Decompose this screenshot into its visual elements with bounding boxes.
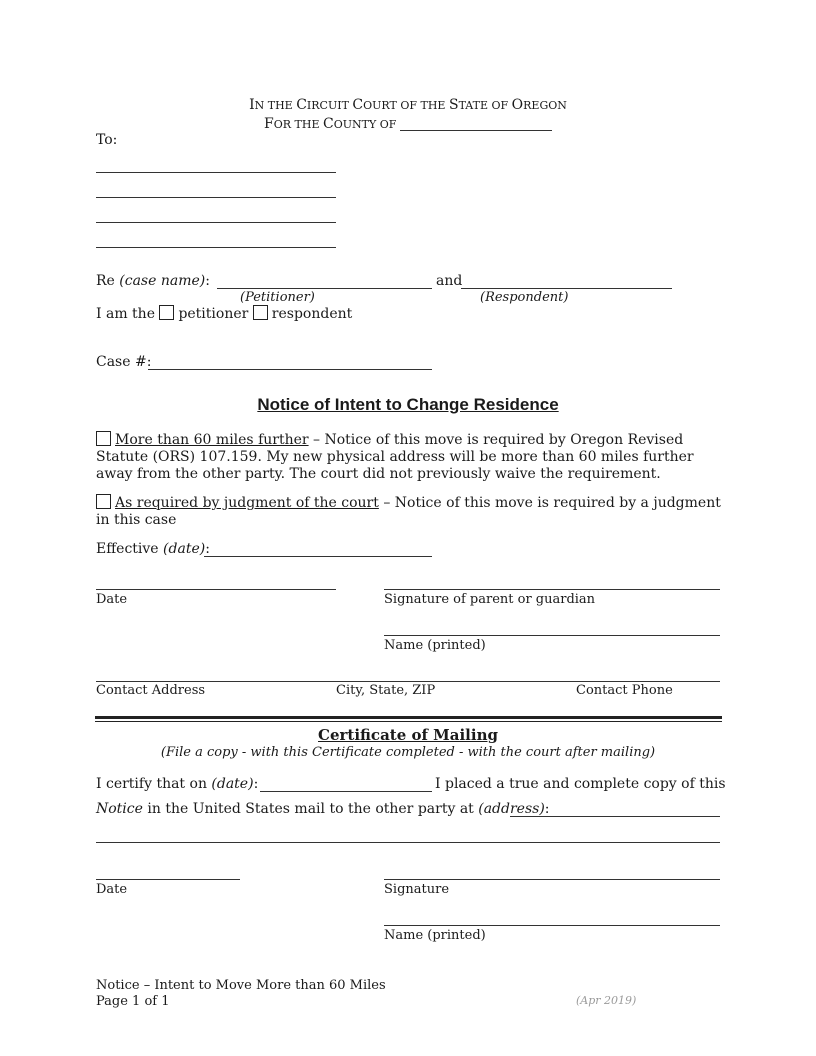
court-heading-cap: S [448, 97, 459, 113]
court-heading-cap: C [296, 97, 307, 113]
re-label [96, 273, 210, 289]
certificate-subtitle: (File a copy - with this Certificate completed - with the court after mailing) [160, 745, 656, 760]
date-caption: Date [96, 592, 128, 607]
page-title: Notice of Intent to Change Residence [257, 395, 559, 414]
court-heading-cap: O [511, 97, 524, 113]
footer-page-number: Page 1 of 1 [96, 994, 170, 1009]
certificate-title: Certificate of Mailing [318, 726, 498, 744]
certificate-printed-name-caption: Name (printed) [384, 928, 486, 943]
effective-date-field[interactable] [204, 556, 432, 557]
certify-line-2 [96, 801, 550, 817]
county-heading-cap: C [322, 116, 334, 132]
respondent-checkbox[interactable] [253, 305, 268, 320]
court-heading-sc: N THE [254, 99, 297, 112]
contact-address-caption: Contact Address [96, 683, 206, 698]
parent-signature-field[interactable] [384, 589, 720, 590]
re-label-colon: : [205, 273, 210, 289]
certificate-date-field[interactable] [96, 879, 240, 880]
respondent-label: respondent [271, 306, 353, 322]
option-judgment-text: – Notice of this move is required by a judgment in this case [96, 495, 721, 528]
option-judgment-checkbox[interactable] [96, 494, 111, 509]
to-address-line-2[interactable] [96, 197, 336, 198]
mailing-address-field[interactable] [510, 816, 720, 817]
petitioner-caption: (Petitioner) [240, 290, 315, 305]
effective-label-text: Effective [96, 541, 159, 557]
mailing-address-field-2[interactable] [96, 842, 720, 843]
option-judgment-of-court [96, 494, 726, 529]
section-divider [95, 716, 722, 719]
role-line [96, 305, 352, 322]
certify-text-mail: in the United States mail to the other party at [142, 801, 479, 817]
effective-label-italic: (date) [163, 541, 206, 557]
court-heading-sc: OURT OF THE [363, 99, 449, 112]
certify-text-a: I certify that on [96, 776, 212, 792]
court-heading-cap: I [249, 97, 255, 113]
contact-phone-caption: Contact Phone [576, 683, 673, 698]
court-heading-sc: TATE OF [458, 99, 512, 112]
certify-address-label: (address) [478, 801, 545, 817]
footer-form-name: Notice – Intent to Move More than 60 Miles [96, 978, 386, 993]
and-label: and [436, 273, 463, 289]
petitioner-name-field[interactable] [217, 288, 432, 289]
footer-revision: (Apr 2019) [576, 994, 637, 1007]
certificate-signature-caption: Signature [384, 882, 450, 897]
court-heading-sc: IRCUIT [306, 99, 353, 112]
effective-label-colon: : [205, 541, 210, 557]
certificate-date-caption: Date [96, 882, 128, 897]
parent-signature-caption: Signature of parent or guardian [384, 592, 596, 607]
case-number-label: Case #: [96, 354, 152, 370]
to-address-line-4[interactable] [96, 247, 336, 248]
petitioner-label: petitioner [178, 306, 249, 322]
respondent-name-field[interactable] [461, 288, 672, 289]
case-number-field[interactable] [148, 369, 432, 370]
county-heading-sc: OR THE [273, 118, 323, 131]
certify-text-c: I placed a true and complete copy of this [435, 776, 726, 792]
court-heading [0, 97, 816, 113]
court-heading-sc: REGON [523, 99, 567, 112]
re-label-text: Re [96, 273, 115, 289]
certificate-printed-name-field[interactable] [384, 925, 720, 926]
option-more-than-60-miles [96, 431, 726, 483]
certify-line-1 [96, 776, 258, 792]
date-field[interactable] [96, 589, 336, 590]
printed-name-caption: Name (printed) [384, 638, 486, 653]
county-heading-cap: F [264, 116, 274, 132]
certify-notice-word: Notice [96, 801, 143, 817]
role-prefix: I am the [96, 306, 155, 322]
option-60-miles-heading: More than 60 miles further [115, 432, 309, 448]
mailing-date-field[interactable] [260, 791, 432, 792]
county-field[interactable] [400, 130, 552, 131]
effective-date-label [96, 541, 210, 557]
city-state-zip-caption: City, State, ZIP [336, 683, 436, 698]
section-divider-thin [95, 721, 722, 722]
printed-name-field[interactable] [384, 635, 720, 636]
petitioner-checkbox[interactable] [159, 305, 174, 320]
option-60-miles-checkbox[interactable] [96, 431, 111, 446]
to-address-line-1[interactable] [96, 172, 336, 173]
re-label-italic: (case name) [119, 273, 206, 289]
to-label: To: [96, 132, 118, 148]
county-heading [264, 116, 396, 132]
to-address-line-3[interactable] [96, 222, 336, 223]
option-60-miles-text: – Notice of this move is required by Oregon Revised Statute (ORS) 107.159. My new physical address will be more than 60 miles further away from the other party. The court did not previously waive the requirement. [96, 432, 694, 482]
contact-info-field[interactable] [96, 681, 720, 682]
certify-colon: : [253, 776, 259, 792]
court-heading-cap: C [352, 97, 364, 113]
certificate-signature-field[interactable] [384, 879, 720, 880]
respondent-caption: (Respondent) [480, 290, 569, 305]
county-heading-sc: OUNTY OF [333, 118, 397, 131]
certify-date-label: (date) [211, 776, 254, 792]
certify-colon-2: : [544, 801, 550, 817]
option-judgment-heading: As required by judgment of the court [115, 495, 379, 511]
